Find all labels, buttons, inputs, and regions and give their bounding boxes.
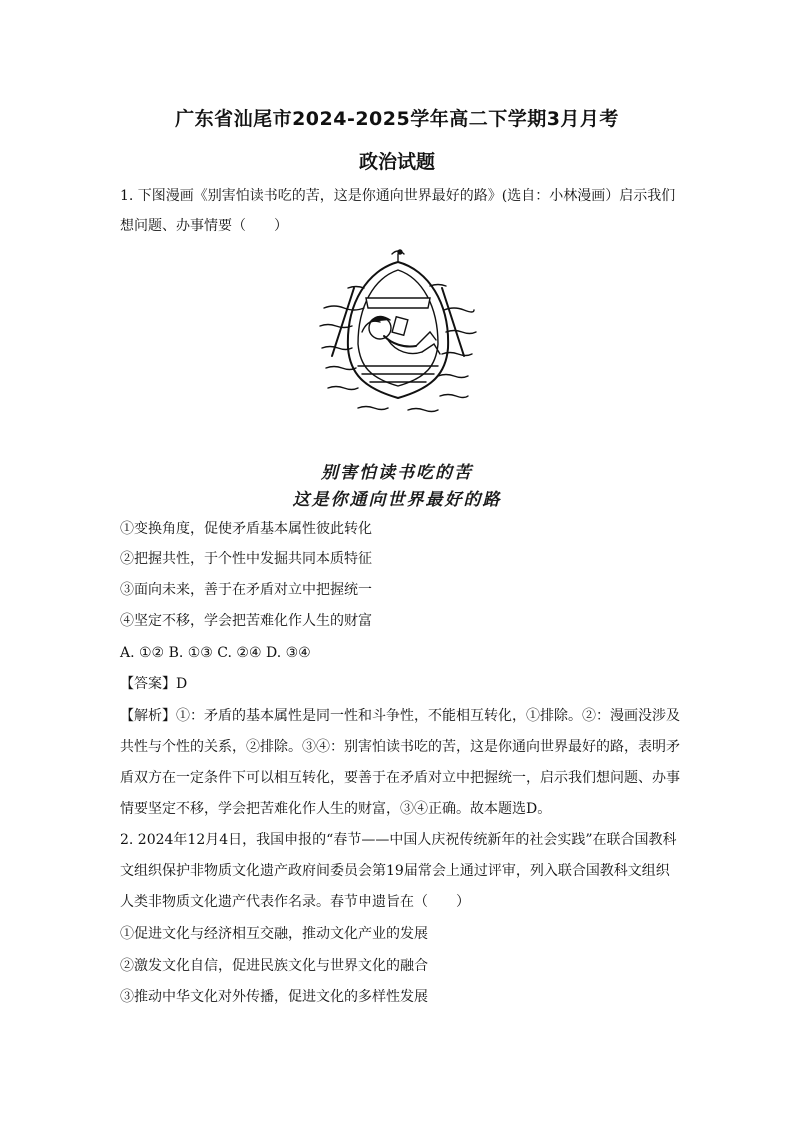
q2-option-2: ②激发文化自信，促进民族文化与世界文化的融合 xyxy=(120,958,428,974)
q2-option-1: ①促进文化与经济相互交融，推动文化产业的发展 xyxy=(120,926,428,942)
q1-stem-line-1: 1. 下图漫画《别害怕读书吃的苦，这是你通向世界最好的路》(选自：小林漫画）启示我们 xyxy=(120,188,676,204)
document-title: 广东省汕尾市2024-2025学年高二下学期3月月考 xyxy=(175,108,619,130)
q1-analysis-line-1: 【解析】①：矛盾的基本属性是同一性和斗争性，不能相互转化，①排除。②：漫画没涉及 xyxy=(120,708,680,724)
q1-option-2: ②把握共性，于个性中发掘共同本质特征 xyxy=(120,551,372,567)
figure-caption-line-2: 这是你通向世界最好的路 xyxy=(292,490,502,510)
q1-stem-line-2: 想问题、办事情要（ ） xyxy=(120,218,288,234)
q1-analysis-line-4: 情要坚定不移，学会把苦难化作人生的财富，③④正确。故本题选D。 xyxy=(120,801,552,817)
document-subtitle: 政治试题 xyxy=(358,151,435,173)
q2-stem-line-1: 2. 2024年12月4日，我国申报的“春节——中国人庆祝传统新年的社会实践”在联合国教科 xyxy=(120,832,677,848)
q1-choices: A. ①② B. ①③ C. ②④ D. ③④ xyxy=(120,645,311,661)
figure-caption-line-1: 别害怕读书吃的苦 xyxy=(321,463,473,483)
q2-stem-line-2: 文组织保护非物质文化遗产政府间委员会第19届常会上通过评审，列入联合国教科文组织 xyxy=(120,863,670,879)
q1-option-3: ③面向未来，善于在矛盾对立中把握统一 xyxy=(120,582,372,598)
q1-analysis-line-2: 共性与个性的关系，②排除。③④：别害怕读书吃的苦，这是你通向世界最好的路，表明矛 xyxy=(120,739,680,755)
q1-option-1: ①变换角度，促使矛盾基本属性彼此转化 xyxy=(120,521,372,537)
q1-analysis-line-3: 盾双方在一定条件下可以相互转化，要善于在矛盾对立中把握统一，启示我们想问题、办事 xyxy=(120,770,680,786)
q1-option-4: ④坚定不移，学会把苦难化作人生的财富 xyxy=(120,613,372,629)
q1-answer: 【答案】D xyxy=(120,676,188,692)
q2-stem-line-3: 人类非物质文化遗产代表作名录。春节申遗旨在（ ） xyxy=(120,894,470,910)
q2-option-3: ③推动中华文化对外传播，促进文化的多样性发展 xyxy=(120,989,428,1005)
cartoon-boat-reading-illustration xyxy=(318,248,478,418)
